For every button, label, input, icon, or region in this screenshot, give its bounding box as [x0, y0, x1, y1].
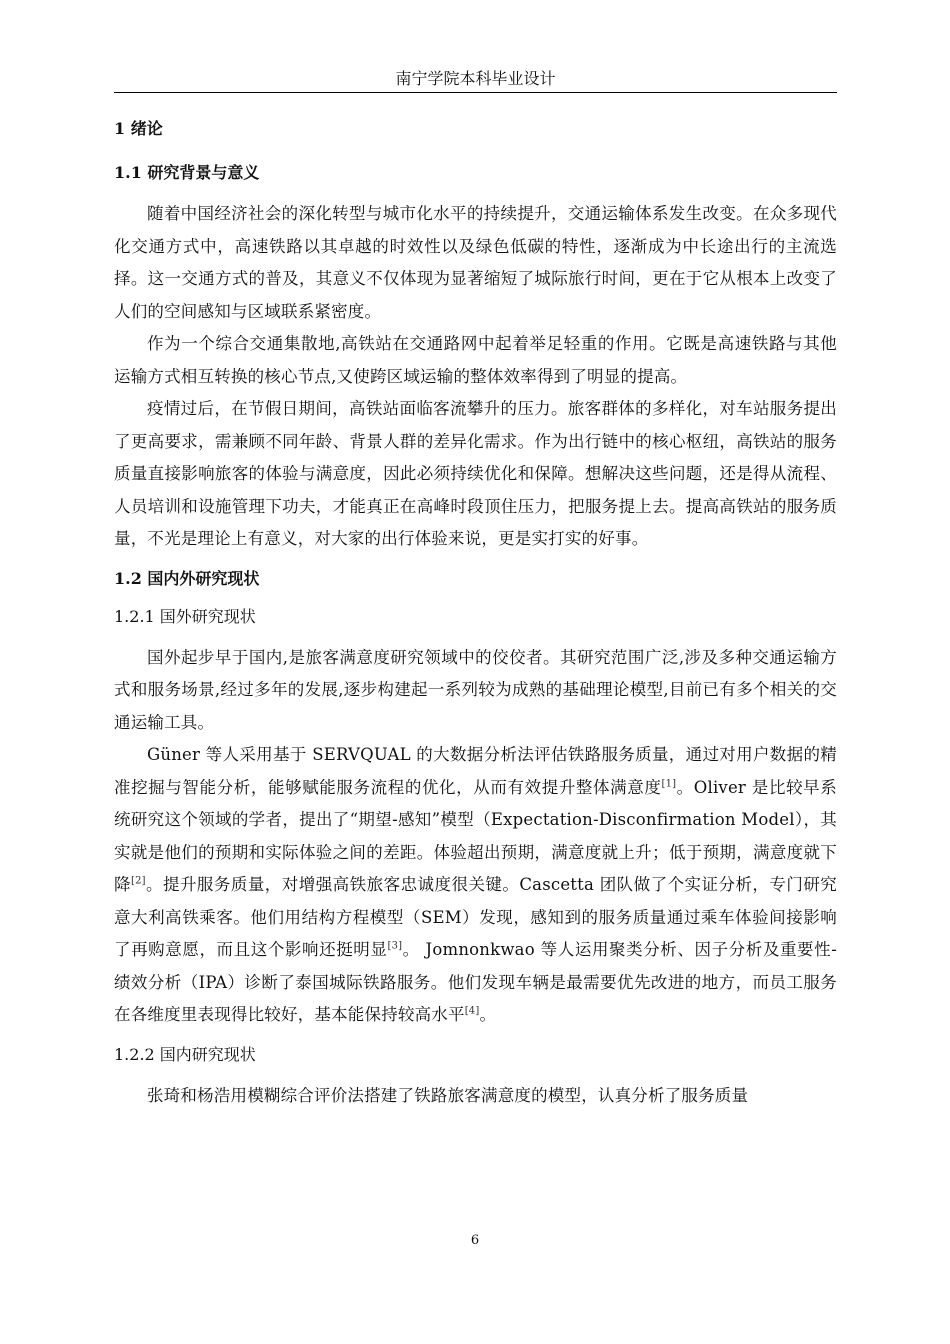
- citation-mark: [2]: [130, 875, 146, 887]
- chapter-heading: 1 绪论: [114, 119, 163, 138]
- paragraph: 随着中国经济社会的深化转型与城市化水平的持续提升，交通运输体系发生改变。在众多现代化交通方式中，高速铁路以其卓越的时效性以及绿色低碳的特性，逐渐成为中长途出行的主流选择。这一交通方式的普及，其意义不仅体现为显著缩短了城际旅行时间，更在于它从根本上改变了人们的空间感知与区域联系紧密度。: [114, 204, 837, 321]
- page-number: 6: [470, 1233, 480, 1248]
- paragraph-text: Güner 等人采用基于 SERVQUAL 的大数据分析法评估铁路服务质量，通过对用户数据的精准挖掘与智能分析，能够赋能服务流程的优化，从而有效提升整体满意度: [114, 745, 837, 797]
- paragraph: 疫情过后，在节假日期间，高铁站面临客流攀升的压力。旅客群体的多样化，对车站服务提出了更高要求，需兼顾不同年龄、背景人群的差异化需求。作为出行链中的核心枢纽，高铁站的服务质量直接影响旅客的体验与满意度，因此必须持续优化和保障。想解决这些问题，还是得从流程、人员培训和设施管理下功夫，才能真正在高峰时段顶住压力，把服务提上去。提高高铁站的服务质量，不光是理论上有意义，对大家的出行体验来说，更是实打实的好事。: [114, 399, 837, 548]
- citation-mark: [3]: [387, 940, 403, 952]
- section-heading-1-2: 1.2 国内外研究现状: [114, 568, 260, 588]
- paragraph-text: 。 Jomnonkwao 等人运用聚类分析、因子分析及重要性-绩效分析（IPA）诊断了泰国城际铁路服务。他们发现车辆是最需要优先改进的地方，而员工服务在各维度里表现得比较好，基本能保持较高水平: [114, 940, 837, 1024]
- section-heading-1-1: 1.1 研究背景与意义: [114, 163, 260, 182]
- subsection-heading-1-2-2: 1.2.2 国内研究现状: [114, 1044, 256, 1064]
- running-header: 南宁学院本科毕业设计: [114, 66, 837, 93]
- subsection-heading-1-2-1: 1.2.1 国外研究现状: [114, 606, 256, 626]
- paragraph-text: 。Oliver 是比较早系统研究这个领域的学者，提出了“期望-感知”模型（Expectation-Disconfirmation Model），其实就是他们的预期和实际体验之间的差距。体验超出预期，满意度就上升；低于预期，满意度就下降: [114, 777, 837, 894]
- paragraph: 作为一个综合交通集散地,高铁站在交通路网中起着举足轻重的作用。它既是高速铁路与其他运输方式相互转换的核心节点,又使跨区域运输的整体效率得到了明显的提高。: [114, 334, 837, 386]
- paragraph-text: 。: [479, 1005, 497, 1024]
- citation-mark: [1]: [661, 778, 677, 789]
- paragraph-text: 。提升服务质量，对增强高铁旅客忠诚度很关键。Cascetta 团队做了个实证分析，专门研究意大利高铁乘客。他们用结构方程模型（SEM）发现，感知到的服务质量通过乘车体验间接影响了再购意愿，而且这个影响还挺明显: [114, 875, 838, 959]
- page-content: [114, 116, 837, 1112]
- paragraph: [114, 739, 837, 1032]
- citation-mark: [4]: [464, 1005, 480, 1017]
- paragraph: 张琦和杨浩用模糊综合评价法搭建了铁路旅客满意度的模型，认真分析了服务质量: [147, 1085, 749, 1105]
- paragraph: 国外起步早于国内,是旅客满意度研究领域中的佼佼者。其研究范围广泛,涉及多种交通运输方式和服务场景,经过多年的发展,逐步构建起一系列较为成熟的基础理论模型,目前已有多个相关的交通运输工具。: [114, 647, 837, 732]
